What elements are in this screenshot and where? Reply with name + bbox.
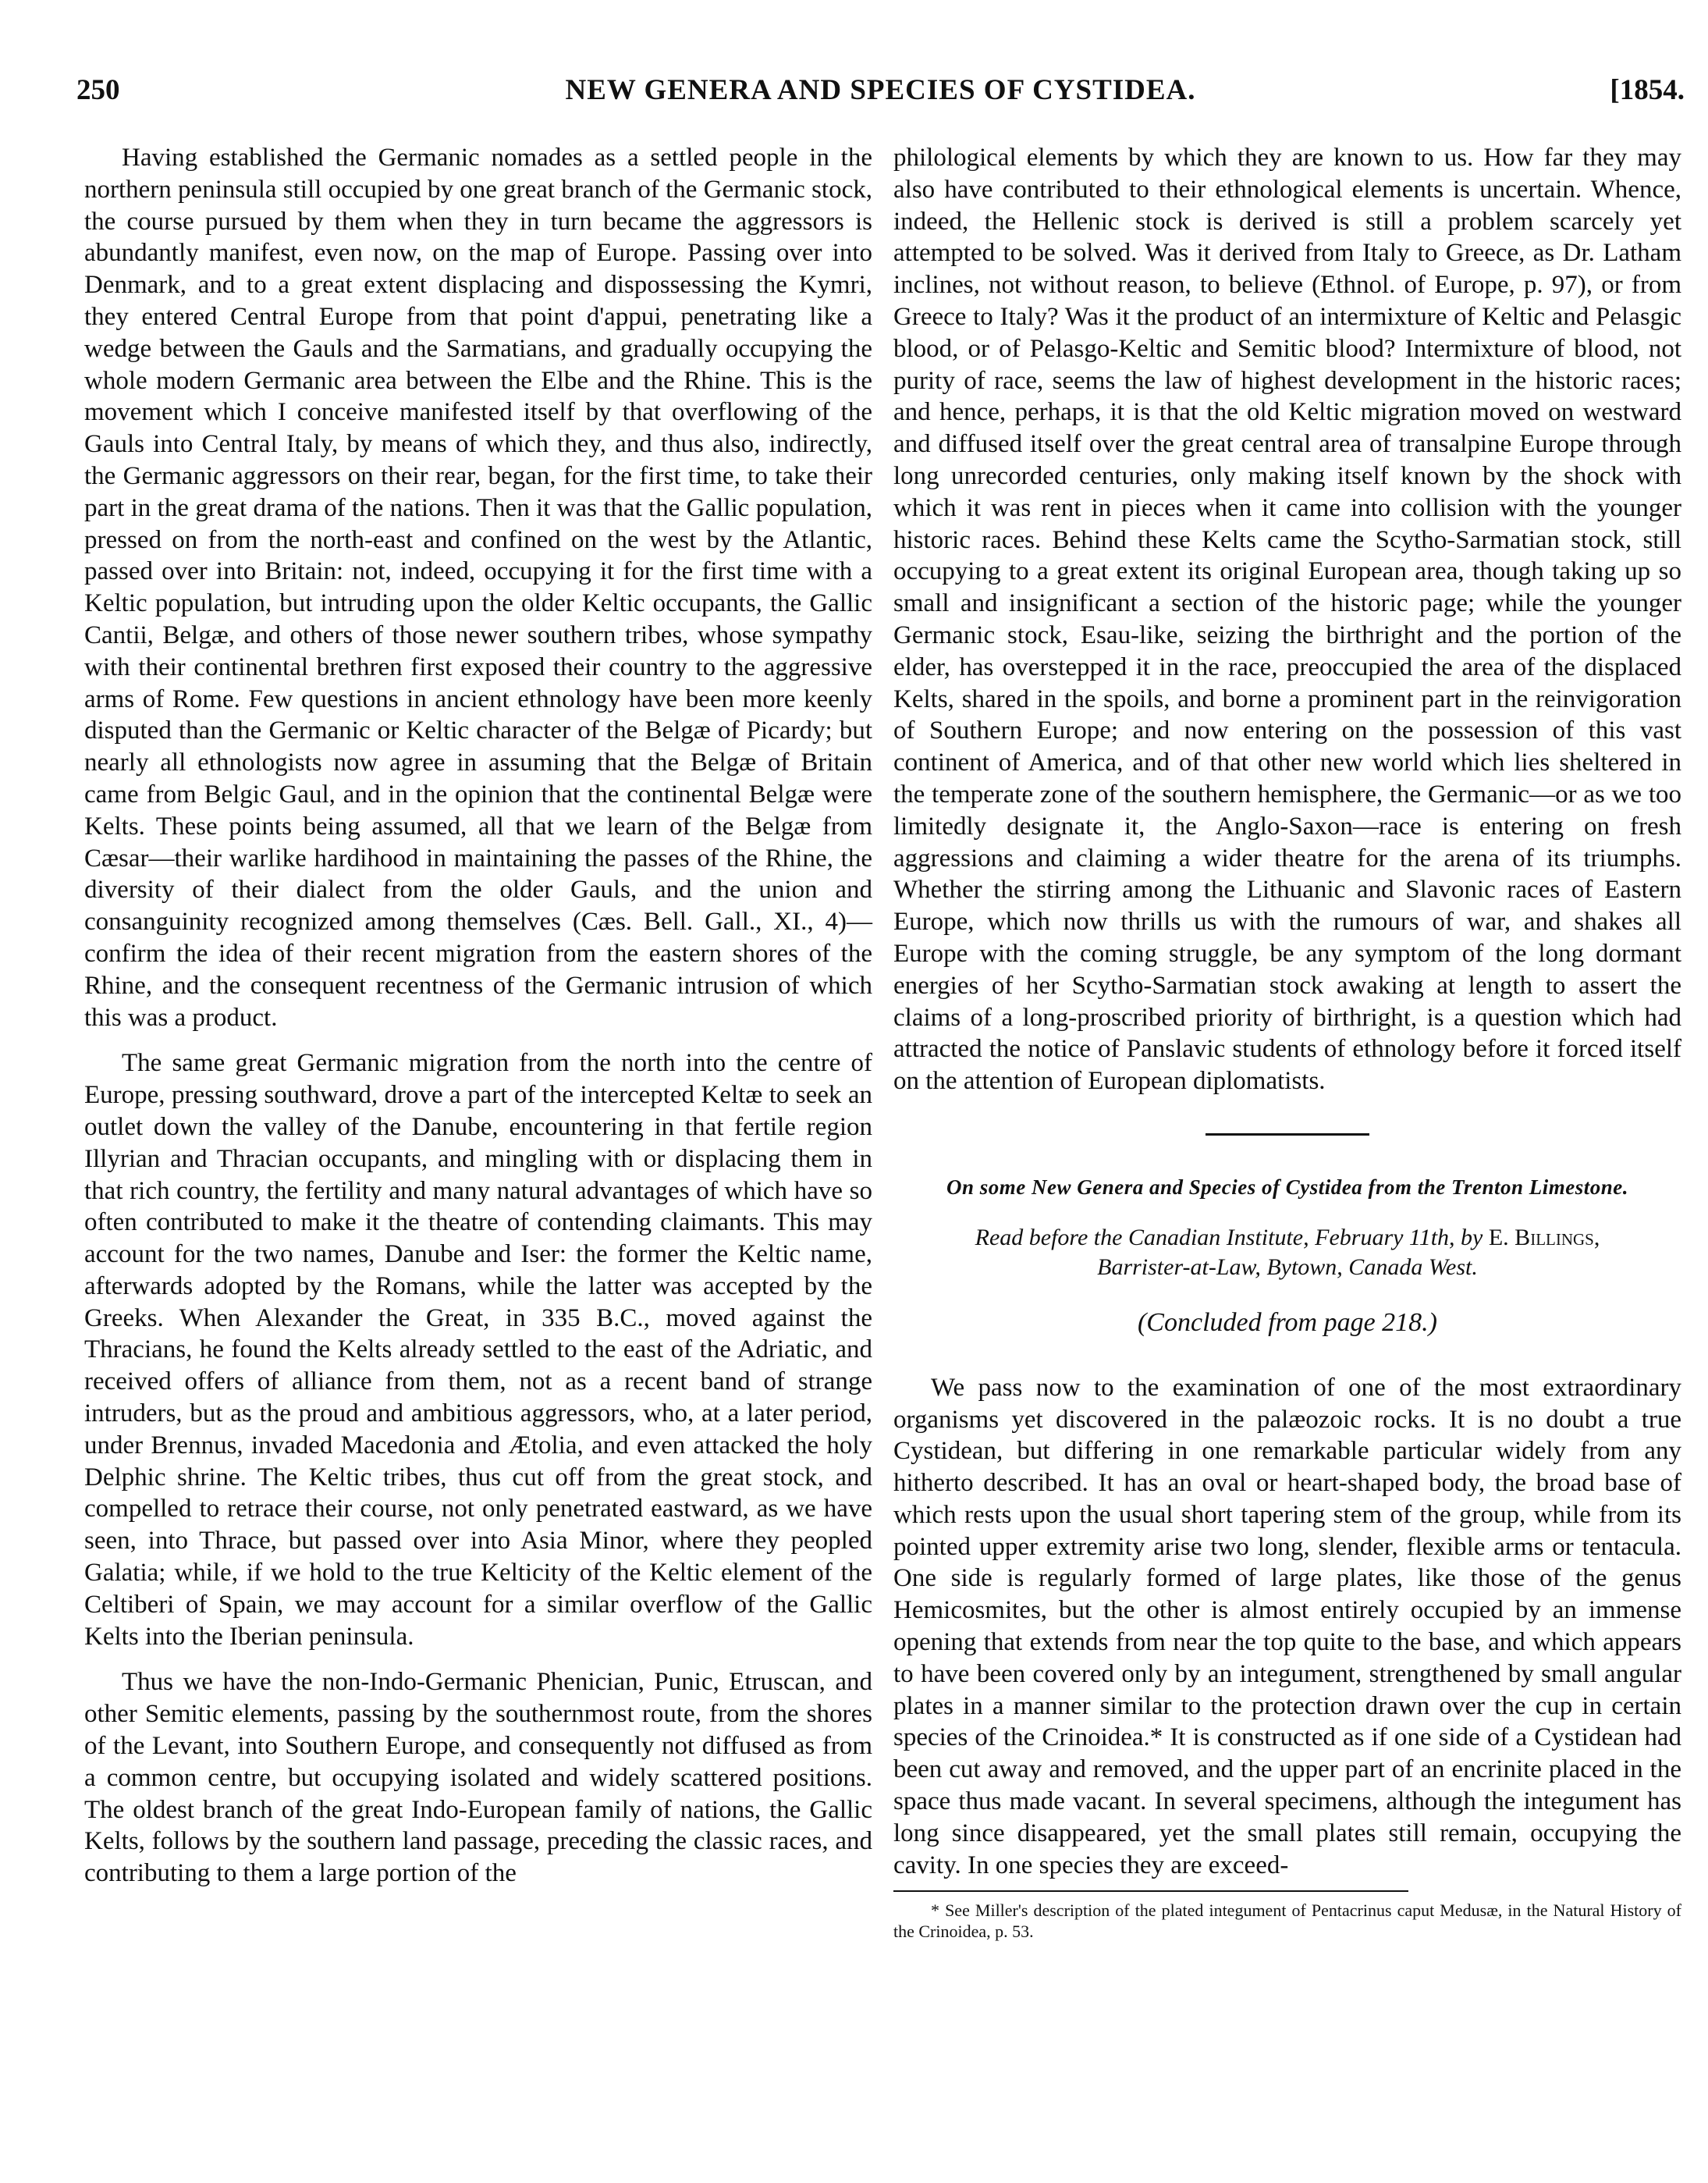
paragraph-semitic-elements: Thus we have the non-Indo-Germanic Phenician, Punic, Etruscan, and other Semitic elements, passing by the southernmost route, from the shores of the Levant, into Southern Europe, and consequently not diffused as from a common centre, but occupying isolated and widely scattered positions. The oldest branch of the great Indo-European family of nations, the Gallic Kelts, follows by the southern land passage, preceding the classic races, and contributing to them a large portion of the [84,1668,872,1888]
running-head [76,73,1685,120]
article-title: On some New Genera and Species of Cystidea from the Trenton Limestone. [946,1175,1628,1199]
byline [893,1223,1681,1282]
left-column [84,142,872,1890]
byline-suffix: Barrister-at-Law, Bytown, Canada West. [1097,1253,1478,1280]
running-title: NEW GENERA AND SPECIES OF CYSTIDEA. [565,74,1196,106]
concluded-note: (Concluded from page 218.) [1137,1307,1437,1337]
footnote-divider [893,1890,1408,1892]
footnote: * See Miller's description of the plated integument of Pentacrinus caput Medusæ, in the Natural History of the Crinoidea, p. 53. [893,1900,1681,1942]
paragraph-germanic-nomades: Having established the Germanic nomades as a settled people in the northern peninsula still occupied by one great branch of the Germanic stock, the course pursued by them when they in turn became the aggressors is abundantly manifest, even now, on the map of Europe. Passing over into Denmark, and to a great extent displacing and dispossessing the Kymri, they entered Central Europe from that point d'appui, penetrating like a wedge between the Gauls and the Sarmatians, and gradually occupying the whole modern Germanic area between the Elbe and the Rhine. This is the movement which I conceive manifested itself by that overflowing of the Gauls into Central Italy, by means of which they, and thus also, indirectly, the Germanic aggressors on their rear, began, for the first time, to take their part in the great drama of the nations. Then it was that the Gallic population, pressed on from the north-east and confined on the west by the Atlantic, passed over into Britain: not, indeed, occupying it for the first time with a Keltic population, but intruding upon the older Keltic occupants, the Gallic Cantii, Belgæ, and others of those newer southern tribes, whose sympathy with their continental brethren first exposed their country to the aggressive arms of Rome. Few questions in ancient ethnology have been more keenly disputed than the Germanic or Keltic character of the Belgæ of Picardy; but nearly all ethnologists now agree in assuming that the Belgæ of Britain came from Belgic Gaul, and in the opinion that the continental Belgæ were Kelts. These points being assumed, all that we learn of the Belgæ from Cæsar—their warlike hardihood in maintaining the passes of the Rhine, the diversity of their dialect from the older Gauls, and the union and consanguinity recognized among themselves (Cæs. Bell. Gall., XI., 4)—confirm the idea of their recent migration from the eastern shores of the Rhine, and the consequent recentness of the Germanic intrusion of which this was a product. [84,144,872,1032]
byline-prefix: Read before the Canadian Institute, February 11th, by [975,1224,1483,1250]
paragraph-danube-migration: The same great Germanic migration from the north into the centre of Europe, pressing southward, drove a part of the intercepted Keltæ to seek an outlet down the valley of the Danube, encountering in that fertile region Illyrian and Thracian occupants, and mingling with or displacing them in that rich country, the fertility and many natural advantages of which have so often contributed to make it the theatre of contending claimants. This may account for the two names, Danube and Iser: the former the Keltic name, afterwards adopted by the Romans, while the latter was accepted by the Greeks. When Alexander the Great, in 335 B.C., moved against the Thracians, he found the Kelts already settled to the east of the Adriatic, and received offers of alliance from them, not as a recent band of strange intruders, but as the proud and ambitious aggressors, who, at a later period, under Brennus, invaded Macedonia and Ætolia, and even attacked the holy Delphic shrine. The Keltic tribes, thus cut off from the great stock, and compelled to retrace their course, not only penetrated eastward, as we have seen, into Thrace, but passed over into Asia Minor, where they peopled Galatia; while, if we hold to the true Kelticity of the Keltic element of the Celtiberi of Spain, we may account for a similar overflow of the Gallic Kelts into the Iberian peninsula. [84,1049,872,1651]
section-divider [1206,1133,1369,1136]
right-column [893,142,1681,1942]
paragraph-continuation: philological elements by which they are known to us. How far they may also have contributed to their ethnological elements is uncertain. Whence, indeed, the Hellenic stock is derived is still a problem scarcely yet attempted to be solved. Was it derived from Italy to Greece, as Dr. Latham inclines, not without reason, to believe (Ethnol. of Europe, p. 97), or from Greece to Italy? Was it the product of an intermixture of Keltic and Pelasgic blood, or of Pelasgo-Keltic and Semitic blood? Intermixture of blood, not purity of race, seems the law of highest development in the historic races; and hence, perhaps, it is that the old Keltic migration moved on westward and diffused itself over the great central area of transalpine Europe through long unrecorded centuries, only making itself known by the shock with which it was rent in pieces when it came into collision with the younger historic races. Behind these Kelts came the Scytho-Sarmatian stock, still occupying to a great extent its original European area, though taking up so small and insignificant a section of the historic page; while the younger Germanic stock, Esau-like, seizing the birthright and the portion of the elder, has overstepped it in the race, preoccupied the area of the displaced Kelts, shared in the spoils, and borne a prominent part in the reinvigoration of Southern Europe; and now entering on the possession of this vast continent of America, and of that other new world which lies sheltered in the temperate zone of the southern hemisphere, the Germanic—or as we too limitedly designate it, the Anglo-Saxon—race is entering on fresh aggressions and claiming a wider theatre for the arena of its triumphs. Whether the stirring among the Lithuanic and Slavonic races of Eastern Europe, which now thrills us with the rumours of war, and shakes all Europe with the coming struggle, be any symptom of the long dormant energies of her Scytho-Sarmatian stock awaking at length to assert the claims of a long-proscribed priority of birthright, is a question which had attracted the notice of Panslavic students of ethnology before it forced itself on the attention of European diplomatists. [893,144,1681,1096]
year-label: [1854. [1610,74,1685,106]
paragraph-cystidean: We pass now to the examination of one of the most extraordinary organisms yet discovered in the palæozoic rocks. It is no doubt a true Cystidean, but differing in one remarkable particular widely from any hitherto described. It has an oval or heart-shaped body, the broad base of which rests upon the usual short tapering stem of the group, while from its pointed upper extremity arise two long, slender, flexible arms or tentacula. One side is regularly formed of large plates, like those of the genus Hemicosmites, but the other is almost entirely occupied by an immense opening that extends from near the top quite to the base, and which appears to have been covered only by an integument, strengthened by small angular plates in a manner similar to the protection drawn over the cup in certain species of the Crinoidea.* It is constructed as if one side of a Cystidean had been cut away and removed, and the upper part of an encrinite placed in the space thus made vacant. In several specimens, although the integument has long since disappeared, yet the small plates still remain, occupying the cavity. In one species they are exceed- [893,1373,1681,1879]
author-name: E. Billings, [1488,1224,1600,1250]
page-number: 250 [76,74,120,106]
